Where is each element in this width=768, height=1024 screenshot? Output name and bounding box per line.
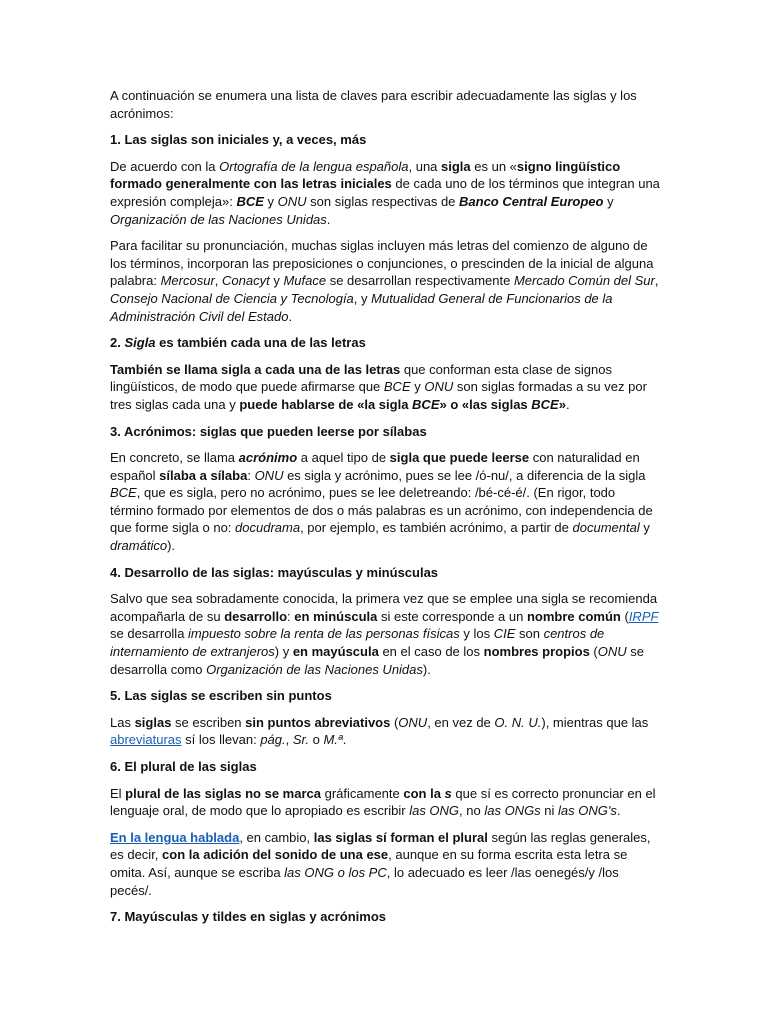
section-4-paragraph-1: Salvo que sea sobradamente conocida, la primera vez que se emplee una sigla se recomienda acompañarla de su desarrollo: en minúscula si este corresponde a un nombre común (IRPF se desarrolla impuesto sobre la renta de las personas físicas y los CIE son centros de internamiento de extranjeros) y en mayúscula en el caso de los nombres propios (ONU se desarrolla como Organización de las Naciones Unidas). — [110, 591, 659, 677]
section-3-heading: 3. Acrónimos: siglas que pueden leerse por sílabas — [110, 423, 427, 439]
section-4-heading: 4. Desarrollo de las siglas: mayúsculas y minúsculas — [110, 564, 439, 580]
section-5-heading: 5. Las siglas se escriben sin puntos — [110, 688, 332, 704]
intro-paragraph: A continuación se enumera una lista de claves para escribir adecuadamente las siglas y los acrónimos: — [110, 88, 637, 121]
section-6-heading: 6. El plural de las siglas — [110, 759, 257, 774]
section-1-paragraph-2: Para facilitar su pronunciación, muchas siglas incluyen más letras del comienzo de alguno de los términos, incorporan las preposiciones o conjunciones, o prescinden de la inicial de alguna palabra: Mercosur, Conacyt y Muface se desarrollan respectivamente Mercado Común del Sur, Consejo Nacional de Ciencia y Tecnología, y Mutualidad General de Funcionarios de la Administración Civil del Estado. — [110, 238, 659, 324]
section-6-paragraph-1: El plural de las siglas no se marca gráficamente con la s que sí es correcto pronunciar en el lenguaje oral, de modo que lo apropiado es escribir las ONG, no las ONGs ni las ONG's. — [110, 785, 656, 819]
document-page — [110, 87, 660, 935]
irpf-link[interactable]: IRPF — [628, 608, 659, 624]
abreviaturas-link[interactable]: abreviaturas — [110, 732, 182, 748]
section-2-paragraph-1: También se llama sigla a cada una de las letras que conforman esta clase de signos lingüísticos, de modo que puede afirmarse que BCE y ONU son siglas formadas a su vez por tres siglas cada una y puede hablarse de «la sigla BCE» o «las siglas BCE». — [110, 361, 647, 412]
lengua-hablada-link[interactable]: En la lengua hablada — [110, 829, 240, 845]
section-1-heading: 1. Las siglas son iniciales y, a veces, más — [110, 132, 367, 148]
section-1-paragraph-1: De acuerdo con la Ortografía de la lengua española, una sigla es un «signo lingüístico formado generalmente con las letras iniciales de cada uno de los términos que integran una expresión compleja»: BCE y ONU son siglas respectivas de Banco Central Europeo y Organización de las Naciones Unidas. — [110, 158, 660, 227]
section-3-paragraph-1: En concreto, se llama acrónimo a aquel tipo de sigla que puede leerse con naturalidad en español sílaba a sílaba: ONU es sigla y acrónimo, pues se lee /ó-nu/, a diferencia de la sigla BCE, que es sigla, pero no acrónimo, pues se lee deletreando: /bé-cé-é/. (En rigor, todo término formado por elementos de dos o más palabras es un acrónimo, con independencia de que forme sigla o no: docudrama, por ejemplo, es también acrónimo, a partir de documental y dramático). — [110, 450, 653, 554]
section-6-paragraph-2: En la lengua hablada, en cambio, las siglas sí forman el plural según las reglas generales, es decir, con la adición del sonido de una ese, aunque en su forma escrita esta letra se omita. Así, aunque se escriba las ONG o los PC, lo adecuado es leer /las oenegés/y /los pecés/. — [110, 829, 651, 898]
section-2-heading: 2. Sigla es también cada una de las letras — [110, 335, 366, 351]
section-5-paragraph-1: Las siglas se escriben sin puntos abreviativos (ONU, en vez de O. N. U.), mientras que las abreviaturas sí los llevan: pág., Sr. o M.ª. — [110, 714, 649, 748]
section-7-heading: 7. Mayúsculas y tildes en siglas y acrónimos — [110, 909, 387, 925]
